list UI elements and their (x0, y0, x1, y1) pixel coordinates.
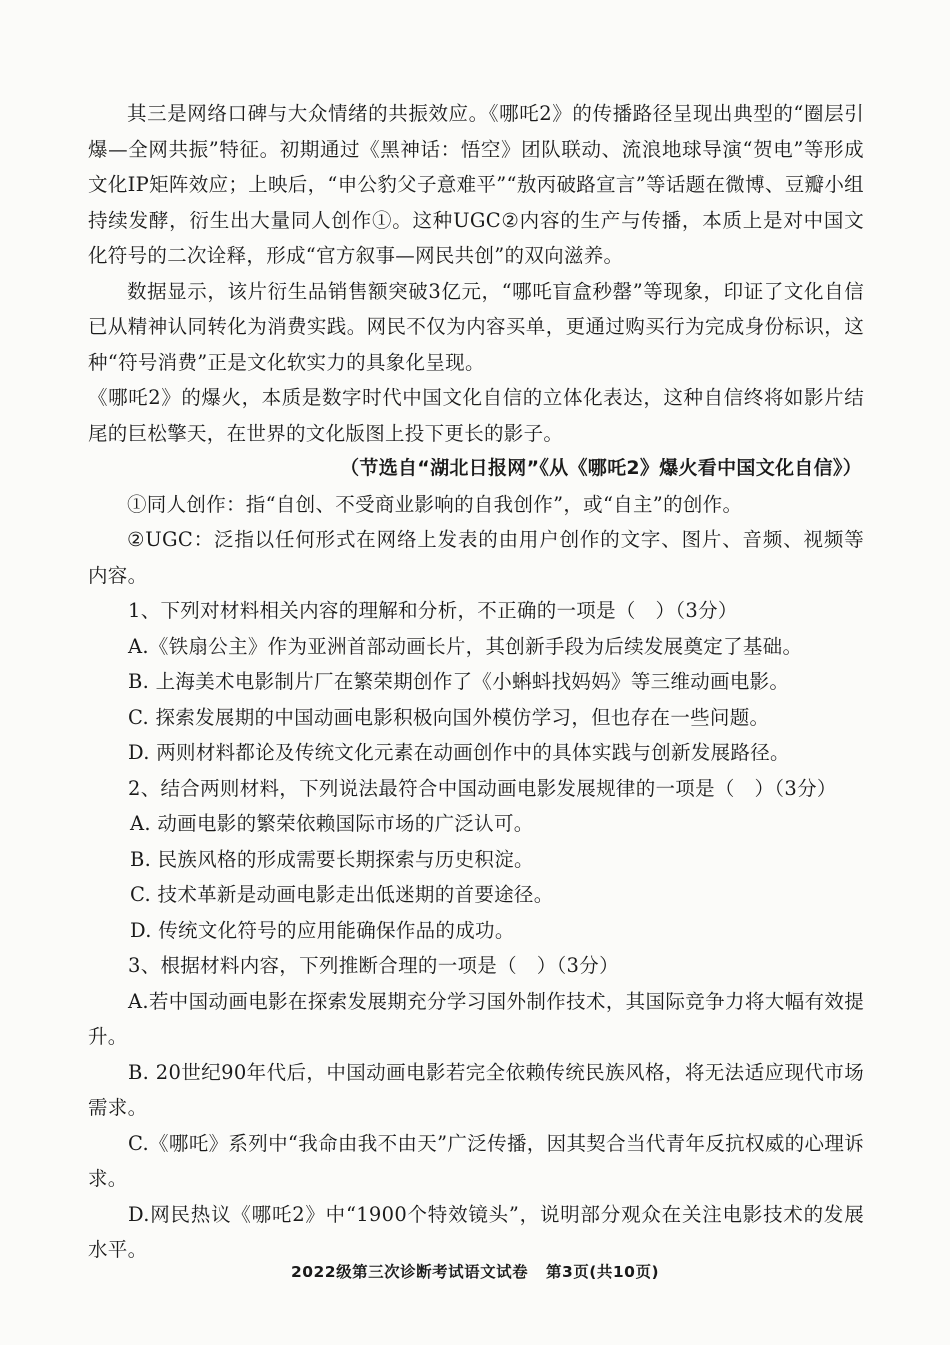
page-number: 第3页(共10页) (546, 1263, 660, 1281)
exam-title: 2022级第三次诊断考试语文试卷 (290, 1263, 529, 1281)
question-1-option-a: A.《铁扇公主》作为亚洲首部动画长片，其创新手段为后续发展奠定了基础。 (128, 634, 803, 658)
footnote-1: ①同人创作：指“自创、不受商业影响的自我创作”，或“自主”的创作。 (127, 492, 743, 516)
exam-page (88, 96, 864, 1268)
question-1-option-c: C. 探索发展期的中国动画电影积极向国外模仿学习，但也存在一些问题。 (128, 705, 770, 729)
question-3-option-c: C.《哪吒》系列中“我命由我不由天”广泛传播，因其契合当代青年反抗权威的心理诉求。 (88, 1131, 864, 1190)
page-footer (0, 1260, 950, 1282)
question-2-option-a: A. 动画电影的繁荣依赖国际市场的广泛认可。 (130, 812, 534, 835)
question-2-option-b: B. 民族风格的形成需要长期探索与历史积淀。 (130, 847, 534, 871)
passage-paragraph-2: 数据显示，该片衍生品销售额突破3亿元，“哪吒盲盒秒罄”等现象，印证了文化自信已从精神认同转化为消费实践。网民不仅为内容买单，更通过购买行为完成身份标识，这种“符号消费”正是文化软实力的具象化呈现。 (88, 279, 864, 374)
question-2-option-c: C. 技术革新是动画电影走出低迷期的首要途径。 (130, 883, 554, 906)
question-1-stem: 1、下列对材料相关内容的理解和分析，不正确的一项是（ ）（3分） (128, 599, 738, 622)
question-2-option-d: D. 传统文化符号的应用能确保作品的成功。 (130, 918, 515, 942)
source-citation: （节选自“湖北日报网”《从《哪吒2》爆火看中国文化自信》） (340, 457, 862, 479)
passage-paragraph-1: 其三是网络口碑与大众情绪的共振效应。《哪吒2》的传播路径呈现出典型的“圈层引爆—全网共振”特征。初期通过《黑神话：悟空》团队联动、流浪地球导演“贺电”等形成文化IP矩阵效应；上映后，“申公豹父子意难平”“敖丙破路宣言”等话题在微博、豆瓣小组持续发酵，衍生出大量同人创作①。这种UGC②内容的生产与传播，本质上是对中国文化符号的二次诠释，形成“官方叙事—网民共创”的双向滋养。 (88, 102, 864, 267)
question-3-option-b: B. 20世纪90年代后，中国动画电影若完全依赖传统民族风格，将无法适应现代市场需求。 (88, 1060, 864, 1119)
question-3-option-a: A.若中国动画电影在探索发展期充分学习国外制作技术，其国际竞争力将大幅有效提升。 (88, 989, 864, 1048)
question-1-option-b: B. 上海美术电影制片厂在繁荣期创作了《小蝌蚪找妈妈》等三维动画电影。 (128, 670, 790, 693)
question-3-stem: 3、根据材料内容，下列推断合理的一项是（ ）（3分） (128, 954, 619, 977)
question-3-option-d: D.网民热议《哪吒2》中“1900个特效镜头”，说明部分观众在关注电影技术的发展水平。 (88, 1202, 864, 1261)
question-2-stem: 2、结合两则材料，下列说法最符合中国动画电影发展规律的一项是（ ）（3分） (128, 776, 837, 800)
question-1-option-d: D. 两则材料都论及传统文化元素在动画创作中的具体实践与创新发展路径。 (128, 741, 790, 764)
passage-paragraph-3: 《哪吒2》的爆火，本质是数字时代中国文化自信的立体化表达，这种自信终将如影片结尾的巨松擎天，在世界的文化版图上投下更长的影子。 (88, 386, 864, 445)
footnote-2: ②UGC：泛指以任何形式在网络上发表的由用户创作的文字、图片、音频、视频等内容。 (88, 528, 864, 587)
